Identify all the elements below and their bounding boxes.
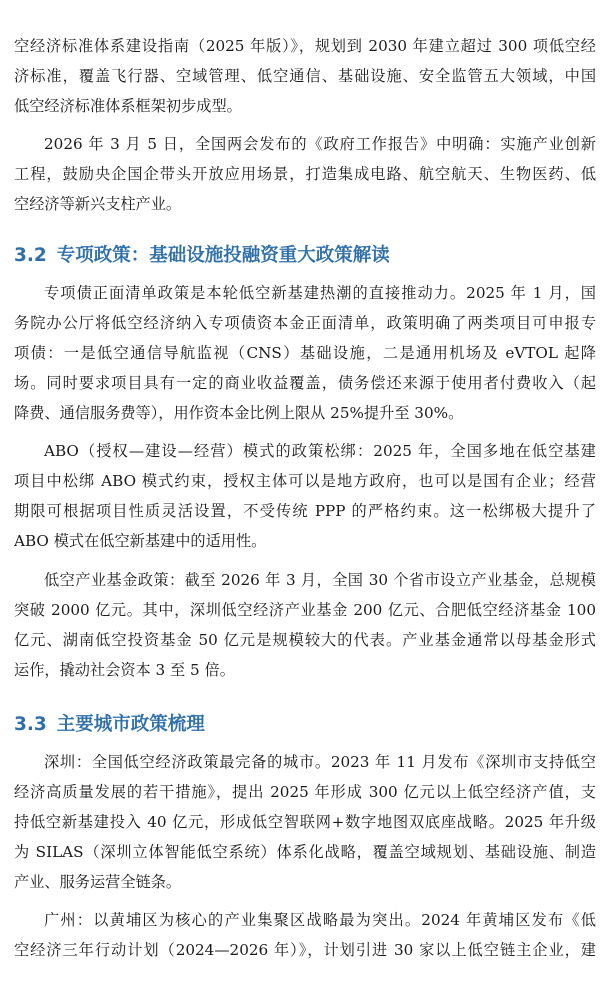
section-number: 3.3 [14, 714, 47, 735]
section-title: 主要城市政策梳理 [56, 714, 205, 735]
paragraph-line: 期限可根据项目性质灵活设置，不受传统 PPP 的严格约束。这一松绑极大提升了 [14, 502, 596, 520]
paragraph-line: 工程，鼓励央企国企带头开放应用场景，打造集成电路、航空航天、生物医药、低 [14, 165, 596, 183]
paragraph-line: 亿元、湖南低空投资基金 50 亿元是规模较大的代表。产业基金通常以母基金形式 [14, 631, 596, 649]
paragraph-line: 深圳：全国低空经济政策最完备的城市。2023 年 11 月发布《深圳市支持低空 [44, 753, 596, 771]
paragraph-line: 2026 年 3 月 5 日，全国两会发布的《政府工作报告》中明确：实施产业创新 [44, 135, 596, 153]
section-title: 专项政策：基础设施投融资重大政策解读 [56, 245, 390, 266]
paragraph-line: 降费、通信服务费等），用作资本金比例上限从 25%提升至 30%。 [14, 404, 464, 422]
paragraph-line: 低空产业基金政策：截至 2026 年 3 月，全国 30 个省市设立产业基金，总规模 [44, 571, 596, 589]
paragraph-line: 广州：以黄埔区为核心的产业集聚区战略最为突出。2024 年黄埔区发布《低 [44, 911, 596, 929]
paragraph-line: 空经济等新兴支柱产业。 [14, 195, 182, 213]
paragraph-line: 项债：一是低空通信导航监视（CNS）基础设施，二是通用机场及 eVTOL 起降 [14, 344, 596, 362]
paragraph-line: 持低空新基建投入 40 亿元，形成低空智联网+数字地图双底座战略。2025 年升级 [14, 813, 596, 831]
paragraph-line: 济标准，覆盖飞行器、空域管理、低空通信、基础设施、安全监管五大领域，中国 [14, 67, 596, 85]
paragraph-line: 低空经济标准体系框架初步成型。 [14, 97, 242, 115]
paragraph-line: 为 SILAS（深圳立体智能低空系统）体系化战略，覆盖空域规划、基础设施、制造 [14, 843, 596, 861]
paragraph-line: 产业、服务运营全链条。 [14, 873, 182, 891]
section-heading [14, 713, 205, 737]
paragraph-line: 空经济三年行动计划（2024—2026 年）》，计划引进 30 家以上低空链主企业，建 [14, 941, 596, 959]
paragraph-line: ABO（授权—建设—经营）模式的政策松绑：2025 年，全国多地在低空基建 [44, 442, 596, 460]
paragraph-line: 运作，撬动社会资本 3 至 5 倍。 [14, 661, 235, 679]
paragraph-line: 空经济标准体系建设指南（2025 年版）》，规划到 2030 年建立超过 300 项低空经 [14, 37, 596, 55]
paragraph-line: 场。同时要求项目具有一定的商业收益覆盖，债务偿还来源于使用者付费收入（起 [14, 374, 596, 392]
section-heading [14, 244, 390, 268]
paragraph-line: 突破 2000 亿元。其中，深圳低空经济产业基金 200 亿元、合肥低空经济基金 100 [14, 601, 596, 619]
section-number: 3.2 [14, 245, 47, 266]
paragraph-line: ABO 模式在低空新基建中的适用性。 [14, 532, 267, 550]
paragraph-line: 经济高质量发展的若干措施》，提出 2025 年形成 300 亿元以上低空经济产值，支 [14, 783, 596, 801]
paragraph-line: 项目中松绑 ABO 模式约束，授权主体可以是地方政府，也可以是国有企业；经营 [14, 472, 596, 490]
paragraph-line: 专项债正面清单政策是本轮低空新基建热潮的直接推动力。2025 年 1 月，国 [44, 284, 596, 302]
paragraph-line: 务院办公厅将低空经济纳入专项债资本金正面清单，政策明确了两类项目可申报专 [14, 314, 596, 332]
